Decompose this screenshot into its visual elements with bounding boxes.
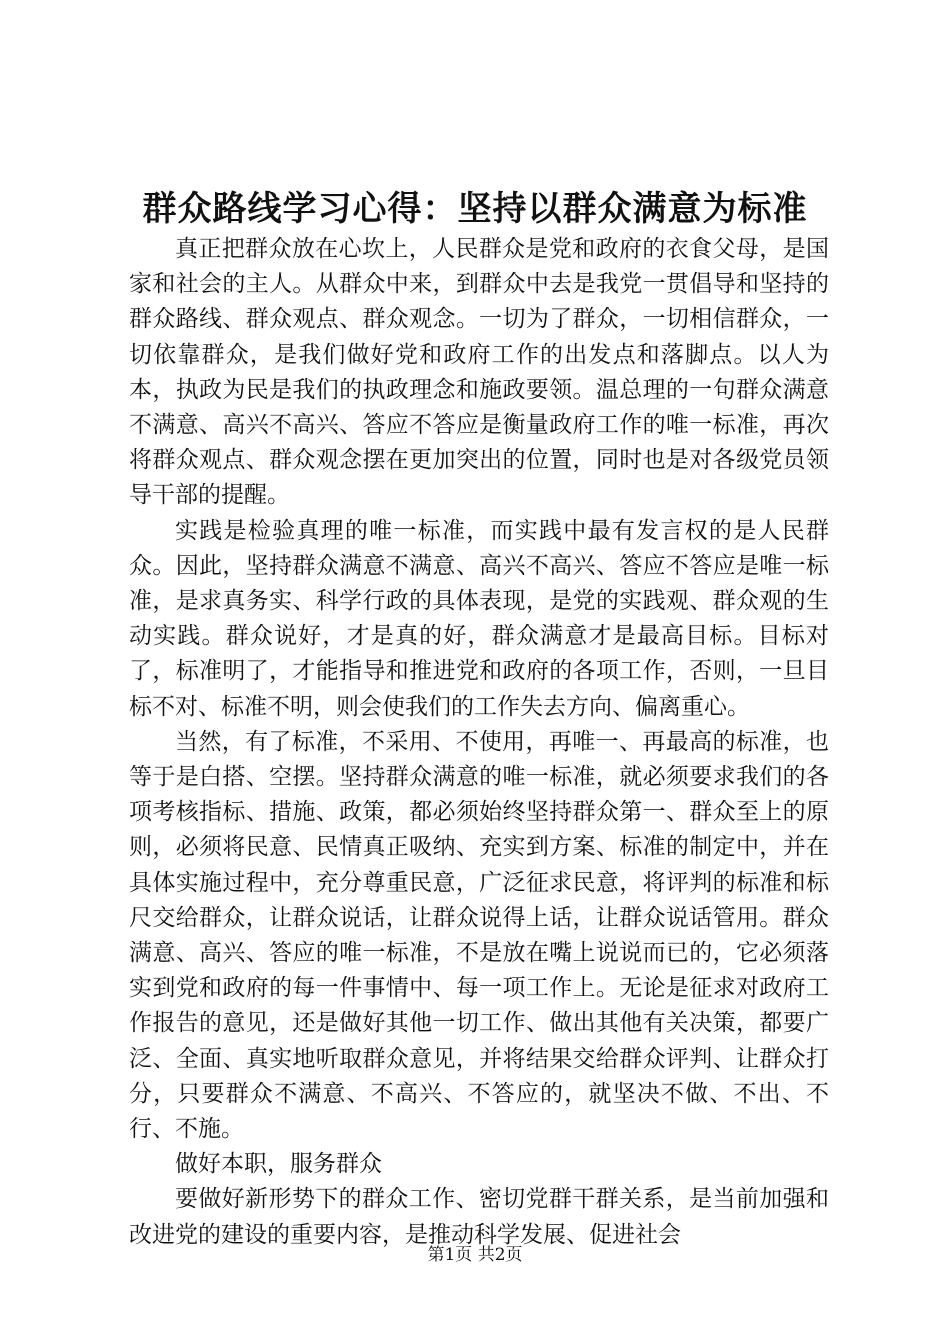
page-number-footer: 第1页 共2页 — [427, 1245, 523, 1265]
paragraph-1: 真正把群众放在心坎上，人民群众是党和政府的衣食父母，是国家和社会的主人。从群众中来，到群众中去是我党一贯倡导和坚持的群众路线、群众观点、群众观念。一切为了群众，一切相信群众，一切依靠群众，是我们做好党和政府工作的出发点和落脚点。以人为本，执政为民是我们的执政理念和施政要领。温总理的一句群众满意不满意、高兴不高兴、答应不答应是衡量政府工作的唯一标准，再次将群众观点、群众观念摆在更加突出的位置，同时也是对各级党员领导干部的提醒。 — [129, 236, 829, 509]
paragraph-4: 要做好新形势下的群众工作、密切党群干群关系，是当前加强和改进党的建设的重要内容，是推动科学发展、促进社会 — [129, 1186, 829, 1248]
document-title: 群众路线学习心得：坚持以群众满意为标准 — [142, 189, 808, 229]
paragraph-3: 当然，有了标准，不采用、不使用，再唯一、再最高的标准，也等于是白搭、空摆。坚持群众满意的唯一标准，就必须要求我们的各项考核指标、措施、政策，都必须始终坚持群众第一、群众至上的原则，必须将民意、民情真正吸纳、充实到方案、标准的制定中，并在具体实施过程中，充分尊重民意，广泛征求民意，将评判的标准和标尺交给群众，让群众说话，让群众说得上话，让群众说话管用。群众满意、高兴、答应的唯一标准，不是放在嘴上说说而已的，它必须落实到党和政府的每一件事情中、每一项工作上。无论是征求对政府工作报告的意见，还是做好其他一切工作、做出其他有关决策，都要广泛、全面、真实地听取群众意见，并将结果交给群众评判、让群众打分，只要群众不满意、不高兴、不答应的，就坚决不做、不出、不行、不施。 — [129, 728, 829, 1143]
paragraph-2: 实践是检验真理的唯一标准，而实践中最有发言权的是人民群众。因此，坚持群众满意不满意、高兴不高兴、答应不答应是唯一标准，是求真务实、科学行政的具体表现，是党的实践观、群众观的生动实践。群众说好，才是真的好，群众满意才是最高目标。目标对了，标准明了，才能指导和推进党和政府的各项工作，否则，一旦目标不对、标准不明，则会使我们的工作失去方向、偏离重心。 — [129, 517, 829, 720]
document-body — [129, 232, 829, 1253]
section-subheading: 做好本职，服务群众 — [175, 1151, 382, 1178]
